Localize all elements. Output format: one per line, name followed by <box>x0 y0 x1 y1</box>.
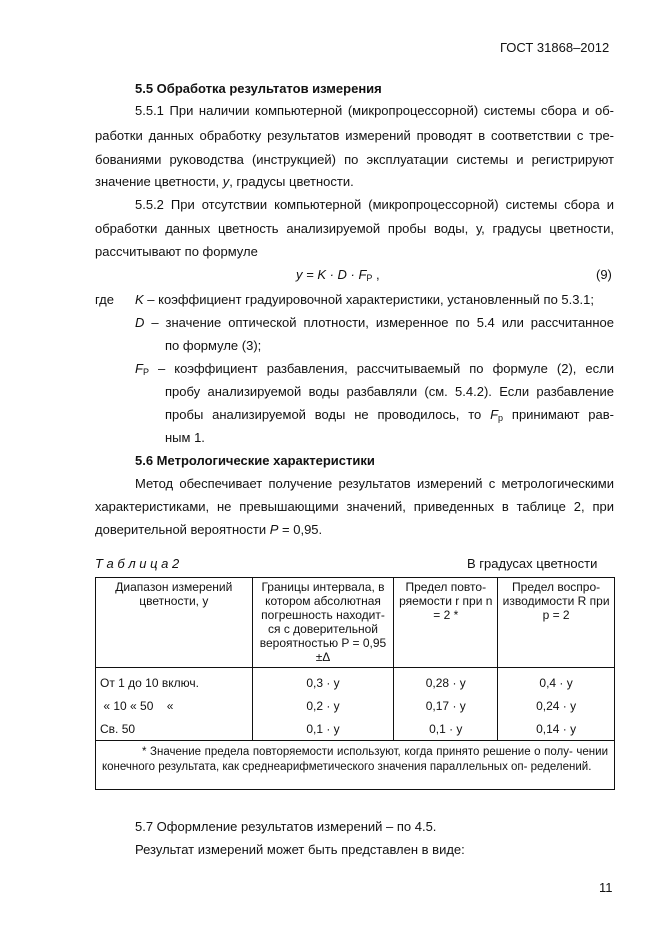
table-caption: Т а б л и ц а 2 <box>95 556 180 571</box>
where-d-line2: по формуле (3); <box>165 338 262 353</box>
document-header: ГОСТ 31868–2012 <box>500 40 610 55</box>
table-header-row <box>96 578 615 668</box>
section-5-5-title: 5.5 Обработка результатов измерения <box>135 81 382 96</box>
para-5-5-1-line4: значение цветности, у, градусы цветности. <box>95 174 354 189</box>
where-d-line1: D – значение оптической плотности, измеренное по 5.4 или рассчитанное <box>135 315 614 330</box>
para-5-5-1-line2: работки данных обработку результатов измерений проводят в соответствии с тре- <box>95 128 614 143</box>
where-f-line2: пробу анализируемой воды разбавляли (см. 5.4.2). Если разбавление <box>165 384 614 399</box>
cell-range: Св. 50 <box>96 717 253 741</box>
para-5-5-1-line1: 5.5.1 При наличии компьютерной (микропроцессорной) системы сбора и об- <box>135 103 614 118</box>
cell-repeatability: 0,28 · у <box>394 668 498 695</box>
para-5-6-line3: доверительной вероятности P = 0,95. <box>95 522 323 537</box>
header-repeatability: Предел повто- ряемости r при n = 2 * <box>394 578 498 668</box>
cell-repeatability: 0,17 · у <box>394 694 498 717</box>
formula-number: (9) <box>596 267 612 282</box>
cell-interval: 0,2 · у <box>252 694 394 717</box>
cell-reproducibility: 0,24 · у <box>498 694 615 717</box>
cell-reproducibility: 0,4 · у <box>498 668 615 695</box>
para-5-6-line2: характеристиками, не превышающими значений, приведенных в таблице 2, при <box>95 499 614 514</box>
cell-interval: 0,1 · у <box>252 717 394 741</box>
where-f-line3: пробы анализируемой воды не проводилось, то $F_p$ принимают рав- <box>165 407 614 423</box>
table-units: В градусах цветности <box>467 556 598 571</box>
table-row <box>96 717 615 741</box>
where-f-line4: ным 1. <box>165 430 205 445</box>
table-row <box>96 668 615 695</box>
header-interval: Границы интервала, в котором абсолютная погрешность находит- ся с доверительной вероятностью P = 0,95 ±Δ <box>252 578 394 668</box>
table-footnote: * Значение предела повторяемости используют, когда принято решение о полу- чении конечного результата, как среднеарифметического значения параллельных оп- ределений. <box>96 741 615 790</box>
cell-interval: 0,3 · у <box>252 668 394 695</box>
cell-reproducibility: 0,14 · у <box>498 717 615 741</box>
page-number: 11 <box>599 880 613 895</box>
section-5-6-title: 5.6 Метрологические характеристики <box>135 453 375 468</box>
cell-repeatability: 0,1 · у <box>394 717 498 741</box>
para-5-7-line2: Результат измерений может быть представлен в виде: <box>135 842 465 857</box>
where-k: K – коэффициент градуировочной характеристики, установленный по 5.3.1; <box>135 292 594 307</box>
cell-range: « 10 « 50 « <box>96 694 253 717</box>
para-5-5-2-line2: обработки данных цветность анализируемой пробы воды, у, градусы цветности, <box>95 221 614 236</box>
header-reproducibility: Предел воспро- изводимости R при p = 2 <box>498 578 615 668</box>
header-range: Диапазон измерений цветности, у <box>96 578 253 668</box>
table-2 <box>95 577 615 790</box>
where-label: где <box>95 292 114 307</box>
para-5-7-line1: 5.7 Оформление результатов измерений – по 4.5. <box>135 819 437 834</box>
where-f-line1: $F_P$ – коэффициент разбавления, рассчитываемый по формуле (2), если <box>135 361 614 377</box>
table-row <box>96 694 615 717</box>
para-5-6-line1: Метод обеспечивает получение результатов измерений с метрологическими <box>135 476 614 491</box>
formula-9: $y = K \cdot D \cdot F_P$ , <box>296 267 380 283</box>
para-5-5-2-line3: рассчитывают по формуле <box>95 244 258 259</box>
table-footnote-row <box>96 741 615 790</box>
para-5-5-2-line1: 5.5.2 При отсутствии компьютерной (микропроцессорной) системы сбора и <box>135 197 614 212</box>
para-5-5-1-line3: бованиями руководства (инструкцией) по эксплуатации системы и регистрируют <box>95 152 614 167</box>
cell-range: От 1 до 10 включ. <box>96 668 253 695</box>
